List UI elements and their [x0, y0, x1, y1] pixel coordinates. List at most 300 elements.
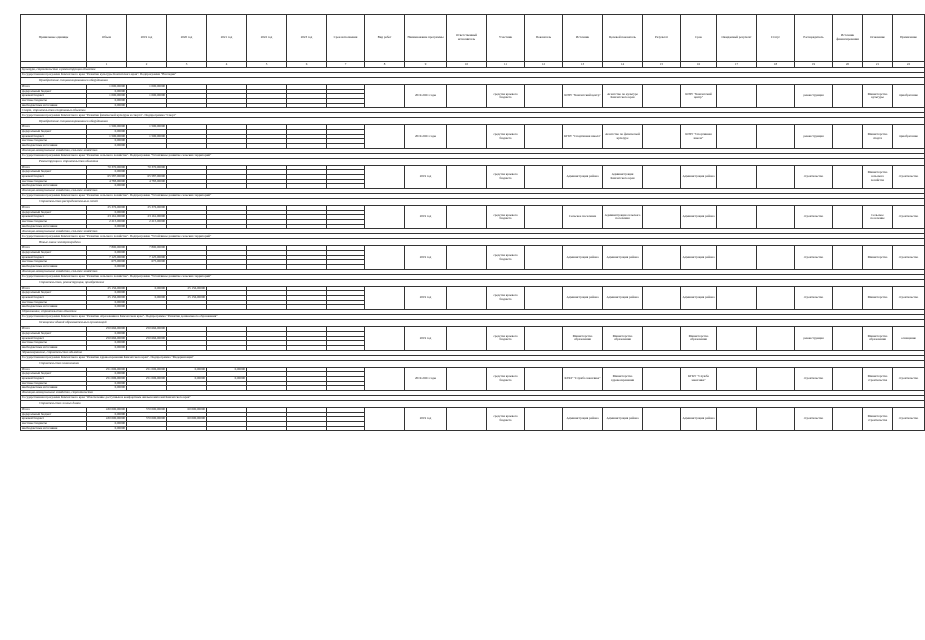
section-title: Спорт, строительство спортивных объектов — [21, 108, 925, 113]
action-cell: приобретение — [893, 85, 925, 108]
dash-cell — [365, 286, 405, 309]
value-cell: 430 000,00000 — [87, 407, 127, 412]
column-header: Источник финансирования — [833, 15, 863, 62]
section-title: Образование, строительство объектов — [21, 310, 925, 315]
column-number: 19 — [795, 62, 833, 68]
event-title: Строительство поликлиники — [21, 360, 925, 367]
blank-cell — [447, 407, 487, 430]
blank-cell — [757, 407, 795, 430]
column-header: Наименование программы — [405, 15, 447, 62]
value-cell — [207, 426, 247, 431]
value-cell: 0,00000 — [87, 305, 127, 310]
row-label: местные бюджеты — [21, 220, 87, 225]
blank-cell — [757, 206, 795, 229]
row-label: федеральный бюджет — [21, 412, 87, 417]
recipient-cell: Администрация района — [563, 165, 603, 188]
type-cell: строительство — [795, 165, 833, 188]
source-cell: средства краевого бюджета — [487, 327, 525, 350]
section-title: Жилищно-коммунальное хозяйство, строительство — [21, 390, 925, 395]
value-cell: 25 376,00000 — [127, 206, 167, 211]
value-cell: 250 666,00000 — [127, 336, 167, 341]
value-cell: 370 000,00000 — [127, 417, 167, 422]
column-number: 17 — [717, 62, 757, 68]
row-label: местные бюджеты — [21, 179, 87, 184]
blank-cell — [525, 367, 563, 390]
term-cell: 2019 год — [405, 327, 447, 350]
term-cell: 2019 год — [405, 206, 447, 229]
row-label: местные бюджеты — [21, 421, 87, 426]
value-cell: 675,00000 — [127, 260, 167, 265]
customer-cell: Администрация района — [681, 407, 717, 430]
value-cell: 0,00000 — [87, 210, 127, 215]
table-row — [21, 85, 925, 90]
table-row — [21, 246, 925, 251]
value-cell: 0,00000 — [87, 144, 127, 149]
blank-cell — [717, 367, 757, 390]
value-cell: 0,00000 — [87, 412, 127, 417]
value-cell: 1 500,00000 — [87, 134, 127, 139]
dash-cell — [365, 246, 405, 269]
ministry-cell: Министерство — [863, 246, 893, 269]
value-cell: 60 000,00000 — [167, 417, 207, 422]
value-cell: 2 215,00000 — [87, 220, 127, 225]
blank-cell — [757, 246, 795, 269]
value-cell: 0,00000 — [87, 331, 127, 336]
column-number: 10 — [447, 62, 487, 68]
ministry-cell: Министерство строительства — [863, 407, 893, 430]
type-cell: реконструкция — [795, 85, 833, 108]
subprogram-title: Государственная программа Камчатского края "Развитие сельского хозяйства". Подпрограмма "Устойчивое развитие сельских территорий" — [21, 194, 925, 199]
blank-cell — [833, 85, 863, 108]
recipient-cell: КГКУ "Служба заказчика" — [563, 367, 603, 390]
value-cell: 0,00000 — [87, 426, 127, 431]
row-label: краевой бюджет — [21, 255, 87, 260]
dash-cell — [365, 407, 405, 430]
value-cell: 0,00000 — [87, 372, 127, 377]
row-label: федеральный бюджет — [21, 130, 87, 135]
customer-cell: Администрация района — [681, 206, 717, 229]
value-cell: 25 156,00000 — [167, 286, 207, 291]
table-body — [21, 68, 925, 431]
blank-cell — [525, 286, 563, 309]
blank-cell — [757, 367, 795, 390]
row-label: краевой бюджет — [21, 175, 87, 180]
row-label: внебюджетные источники — [21, 184, 87, 189]
source-cell: средства краевого бюджета — [487, 85, 525, 108]
customer-cell: Администрация района — [681, 165, 717, 188]
row-label: краевой бюджет — [21, 417, 87, 422]
recipient-cell: Администрация района — [563, 286, 603, 309]
row-label: краевой бюджет — [21, 296, 87, 301]
value-cell: 25 156,00000 — [87, 286, 127, 291]
section-title: Культура, строительство и реконструкция объектов — [21, 68, 925, 73]
section-title: Здравоохранение, строительство объектов — [21, 350, 925, 355]
dash-cell — [365, 125, 405, 148]
term-cell: 2019-2021 годы — [405, 125, 447, 148]
action-cell: приобретение — [893, 125, 925, 148]
value-cell: 23 161,00000 — [87, 215, 127, 220]
value-cell: 0,00000 — [87, 89, 127, 94]
row-label: федеральный бюджет — [21, 210, 87, 215]
dash-cell — [365, 367, 405, 390]
value-cell: 1 000,00000 — [87, 94, 127, 99]
value-cell: 0,00000 — [87, 341, 127, 346]
term-cell: 2019-2021 годы — [405, 85, 447, 108]
blank-cell — [833, 286, 863, 309]
value-cell: 0,00000 — [87, 99, 127, 104]
customer-cell: Администрация района — [681, 246, 717, 269]
value-cell: 4 783,00000 — [87, 179, 127, 184]
value-cell: 1 000,00000 — [127, 85, 167, 90]
blank-cell — [717, 327, 757, 350]
agency-cell: Администрация района — [603, 407, 643, 430]
blank-cell — [447, 246, 487, 269]
blank-cell — [717, 165, 757, 188]
row-label: внебюджетные источники — [21, 386, 87, 391]
agency-cell: Министерство образования — [603, 327, 643, 350]
recipient-cell: Администрация района — [563, 246, 603, 269]
table-row — [21, 165, 925, 170]
blank-cell — [447, 165, 487, 188]
value-cell: 251 006,00000 — [127, 367, 167, 372]
blank-cell — [833, 367, 863, 390]
column-header: Показатель — [525, 15, 563, 62]
table-row — [21, 367, 925, 372]
blank-cell — [525, 246, 563, 269]
event-title: Приобретение специализированного оборудования — [21, 78, 925, 85]
value-cell: 0,00000 — [87, 224, 127, 229]
value-cell: 25 156,00000 — [167, 296, 207, 301]
customer-cell: КГБУ "Спортивная школа" — [681, 125, 717, 148]
value-cell: 0,00000 — [207, 376, 247, 381]
subprogram-title: Государственная программа Камчатского края "Развитие здравоохранения Камчатского края". Подпрограмма "Модернизация" — [21, 355, 925, 360]
blank-cell — [643, 286, 681, 309]
column-number: 20 — [833, 62, 863, 68]
value-cell: 4 783,00000 — [127, 179, 167, 184]
blank-cell — [833, 407, 863, 430]
subprogram-title: Государственная программа Камчатского края "Развитие культуры Камчатского края". Подпрограмма "Наследие" — [21, 73, 925, 78]
event-title: Приобретение специализированного оборудования — [21, 118, 925, 125]
row-label: местные бюджеты — [21, 300, 87, 305]
type-cell: реконструкция — [795, 125, 833, 148]
type-cell: строительство — [795, 407, 833, 430]
blank-cell — [643, 327, 681, 350]
recipient-cell: Администрация района — [563, 407, 603, 430]
blank-cell — [717, 286, 757, 309]
value-cell: 370 000,00000 — [127, 407, 167, 412]
blank-cell — [643, 206, 681, 229]
value-cell: 0,00000 — [87, 103, 127, 108]
blank-cell — [717, 206, 757, 229]
section-title: Жилищно-коммунальное хозяйство, сельское хозяйство — [21, 148, 925, 153]
customer-cell: Администрация района — [681, 286, 717, 309]
section-title: Жилищно-коммунальное хозяйство, сельское хозяйство — [21, 189, 925, 194]
blank-cell — [833, 246, 863, 269]
value-cell: 65 587,00000 — [87, 175, 127, 180]
value-cell: 1 000,00000 — [127, 94, 167, 99]
row-label: местные бюджеты — [21, 260, 87, 265]
row-label: Итого — [21, 246, 87, 251]
event-title: Новые линии электропередачи — [21, 239, 925, 246]
value-cell: 0,00000 — [87, 291, 127, 296]
column-header: Целевой показатель — [603, 15, 643, 62]
table-row — [21, 286, 925, 291]
value-cell: 250 666,00000 — [87, 336, 127, 341]
blank-cell — [717, 407, 757, 430]
column-header: Примечание — [893, 15, 925, 62]
value-cell: 70 370,00000 — [127, 165, 167, 170]
row-label: внебюджетные источники — [21, 345, 87, 350]
row-label: Итого — [21, 125, 87, 130]
column-number: 7 — [327, 62, 365, 68]
row-label: местные бюджеты — [21, 99, 87, 104]
row-label: Итого — [21, 367, 87, 372]
value-cell: 60 000,00000 — [167, 407, 207, 412]
column-number: 13 — [563, 62, 603, 68]
table-row — [21, 327, 925, 332]
row-label: Итого — [21, 286, 87, 291]
value-cell: 7 800,00000 — [127, 246, 167, 251]
ministry-cell: Министерство спорта — [863, 125, 893, 148]
blank-cell — [757, 85, 795, 108]
row-label: федеральный бюджет — [21, 251, 87, 256]
value-cell: 0,00000 — [87, 345, 127, 350]
value-cell: 251 006,00000 — [127, 376, 167, 381]
row-label: федеральный бюджет — [21, 170, 87, 175]
action-cell: строительство — [893, 165, 925, 188]
column-header: Результат — [643, 15, 681, 62]
row-label: краевой бюджет — [21, 215, 87, 220]
column-number: 15 — [643, 62, 681, 68]
value-cell: 2 215,00000 — [127, 220, 167, 225]
term-cell: 2019 год — [405, 407, 447, 430]
row-label: внебюджетные источники — [21, 426, 87, 431]
row-label: местные бюджеты — [21, 341, 87, 346]
row-label: внебюджетные источники — [21, 103, 87, 108]
row-label: краевой бюджет — [21, 376, 87, 381]
blank-cell — [717, 246, 757, 269]
recipient-cell: КГБУ "Спортивная школа" — [563, 125, 603, 148]
column-header: Объем — [87, 15, 127, 62]
action-cell: оснащение — [893, 327, 925, 350]
agency-cell: Агентство по культуре Камчатского края — [603, 85, 643, 108]
column-header: 2023 год — [287, 15, 327, 62]
source-cell: средства краевого бюджета — [487, 125, 525, 148]
column-number: 1 — [87, 62, 127, 68]
blank-cell — [833, 165, 863, 188]
event-title: Строительство жилых домов — [21, 400, 925, 407]
column-header: Ответственный исполнитель — [447, 15, 487, 62]
section-title: Жилищно-коммунальное хозяйство, сельское хозяйство — [21, 269, 925, 274]
ministry-cell: Министерство строительства — [863, 367, 893, 390]
blank-cell — [643, 125, 681, 148]
blank-cell — [757, 125, 795, 148]
action-cell: строительство — [893, 367, 925, 390]
event-title: Строительство распределительных сетей — [21, 199, 925, 206]
value-cell: 0,00000 — [87, 386, 127, 391]
value-cell: 7 125,00000 — [127, 255, 167, 260]
value-cell: 675,00000 — [87, 260, 127, 265]
column-number: 12 — [525, 62, 563, 68]
column-header: Источник — [563, 15, 603, 62]
column-number: 8 — [365, 62, 405, 68]
term-cell: 2019 год — [405, 246, 447, 269]
ministry-cell: Министерство — [863, 286, 893, 309]
blank-cell — [643, 407, 681, 430]
row-label: краевой бюджет — [21, 94, 87, 99]
value-cell — [247, 426, 287, 431]
recipient-cell: Сельское поселение — [563, 206, 603, 229]
column-header: 2022 год — [247, 15, 287, 62]
column-number: 11 — [487, 62, 525, 68]
blank-cell — [757, 165, 795, 188]
column-number: 9 — [405, 62, 447, 68]
action-cell: строительство — [893, 286, 925, 309]
value-cell: 0,00000 — [87, 381, 127, 386]
recipient-cell: Министерство образования — [563, 327, 603, 350]
action-cell: строительство — [893, 246, 925, 269]
row-label: местные бюджеты — [21, 139, 87, 144]
value-cell: 70 370,00000 — [87, 165, 127, 170]
column-header: Срок — [681, 15, 717, 62]
column-number: 21 — [863, 62, 893, 68]
column-number: 4 — [207, 62, 247, 68]
blank-cell — [447, 85, 487, 108]
column-header: Срок исполнения — [327, 15, 365, 62]
action-cell: строительство — [893, 206, 925, 229]
value-cell: 0,00000 — [87, 265, 127, 270]
column-number: 18 — [757, 62, 795, 68]
blank-cell — [447, 206, 487, 229]
row-label: Итого — [21, 206, 87, 211]
blank-cell — [525, 206, 563, 229]
row-label: федеральный бюджет — [21, 331, 87, 336]
value-cell: 0,00000 — [87, 251, 127, 256]
value-cell: 0,00000 — [127, 286, 167, 291]
subprogram-title: Государственная программа Камчатского края "Развитие образования в Камчатском крае". Подпрограмма "Развитие дошкольного образования" — [21, 315, 925, 320]
blank-cell — [525, 85, 563, 108]
value-cell: 0,00000 — [87, 184, 127, 189]
term-cell: 2019-2021 годы — [405, 367, 447, 390]
event-title: Строительство, реконструкция, приобретение — [21, 279, 925, 286]
type-cell: строительство — [795, 367, 833, 390]
event-title: Реконструкция и строительство объектов — [21, 158, 925, 165]
blank-cell — [757, 327, 795, 350]
row-label: федеральный бюджет — [21, 89, 87, 94]
recipient-cell: КГБУ "Камчатский центр" — [563, 85, 603, 108]
value-cell: 23 161,00000 — [127, 215, 167, 220]
value-cell: 1 500,00000 — [127, 125, 167, 130]
value-cell: 0,00000 — [87, 170, 127, 175]
value-cell: 1 500,00000 — [87, 125, 127, 130]
source-cell: средства краевого бюджета — [487, 286, 525, 309]
value-cell: 7 800,00000 — [87, 246, 127, 251]
source-cell: средства краевого бюджета — [487, 407, 525, 430]
column-number: 3 — [167, 62, 207, 68]
agency-cell: Министерство здравоохранения — [603, 367, 643, 390]
table-row — [21, 206, 925, 211]
value-cell: 65 587,00000 — [127, 175, 167, 180]
agency-cell: Администрация района — [603, 246, 643, 269]
dash-cell — [365, 165, 405, 188]
row-label: Итого — [21, 407, 87, 412]
row-label: Итого — [21, 165, 87, 170]
value-cell: 0,00000 — [127, 296, 167, 301]
ministry-cell: Министерство культуры — [863, 85, 893, 108]
customer-cell: Министерство образования — [681, 327, 717, 350]
row-label: внебюджетные источники — [21, 265, 87, 270]
column-header: Правильные единицы — [21, 15, 87, 62]
event-title: Оснащение зданий образовательных организаций — [21, 320, 925, 327]
value-cell: 25 156,00000 — [87, 296, 127, 301]
row-label: федеральный бюджет — [21, 291, 87, 296]
value-cell: 430 000,00000 — [87, 417, 127, 422]
agency-cell: Администрация сельского поселения — [603, 206, 643, 229]
subprogram-title: Государственная программа Камчатского края "Развитие физической культуры и спорта". Подпрограмма "Спорт" — [21, 113, 925, 118]
subprogram-title: Государственная программа Камчатского края "Развитие сельского хозяйства". Подпрограмма "Устойчивое развитие сельских территорий" — [21, 234, 925, 239]
column-number: 2 — [127, 62, 167, 68]
blank-cell — [447, 286, 487, 309]
customer-cell: КГКУ "Служба заказчика" — [681, 367, 717, 390]
column-header: Ожидаемый результат — [717, 15, 757, 62]
ministry-cell: Министерство образования — [863, 327, 893, 350]
subprogram-title: Государственная программа Камчатского края "Развитие сельского хозяйства". Подпрограмма "Устойчивое развитие сельских территорий" — [21, 153, 925, 158]
dash-cell — [365, 206, 405, 229]
blank-cell — [447, 367, 487, 390]
row-label: внебюджетные источники — [21, 305, 87, 310]
subprogram-title: Государственная программа Камчатского края "Развитие сельского хозяйства". Подпрограмма "Устойчивое развитие сельских территорий" — [21, 274, 925, 279]
blank-cell — [757, 286, 795, 309]
blank-cell — [833, 206, 863, 229]
ministry-cell: Министерство сельского хозяйства — [863, 165, 893, 188]
type-cell: строительство — [795, 206, 833, 229]
agency-cell: Администрация района — [603, 286, 643, 309]
source-cell: средства краевого бюджета — [487, 367, 525, 390]
empty-cell — [287, 426, 327, 431]
value-cell: 0,00000 — [207, 367, 247, 372]
source-cell: средства краевого бюджета — [487, 246, 525, 269]
value-cell: 0,00000 — [87, 130, 127, 135]
column-header: Основание — [863, 15, 893, 62]
table-row — [21, 407, 925, 412]
blank-cell — [643, 367, 681, 390]
agency-cell: Агентство по физической культуре — [603, 125, 643, 148]
row-label: краевой бюджет — [21, 336, 87, 341]
empty-cell — [327, 426, 365, 431]
value-cell: 251 006,00000 — [87, 367, 127, 372]
column-header: Распорядитель — [795, 15, 833, 62]
value-cell: 250 666,00000 — [127, 327, 167, 332]
type-cell: строительство — [795, 246, 833, 269]
value-cell — [167, 426, 207, 431]
column-header: 2019 год — [127, 15, 167, 62]
blank-cell — [643, 85, 681, 108]
value-cell: 25 376,00000 — [87, 206, 127, 211]
column-header: 2021 год — [207, 15, 247, 62]
blank-cell — [525, 125, 563, 148]
value-cell: 1 000,00000 — [87, 85, 127, 90]
value-cell — [127, 426, 167, 431]
column-number: 16 — [681, 62, 717, 68]
dash-cell — [365, 85, 405, 108]
term-cell: 2019 год — [405, 165, 447, 188]
value-cell: 251 006,00000 — [87, 376, 127, 381]
value-cell: 0,00000 — [87, 139, 127, 144]
row-label: внебюджетные источники — [21, 224, 87, 229]
table-row — [21, 125, 925, 130]
ministry-cell: Сельское поселение — [863, 206, 893, 229]
blank-cell — [717, 125, 757, 148]
